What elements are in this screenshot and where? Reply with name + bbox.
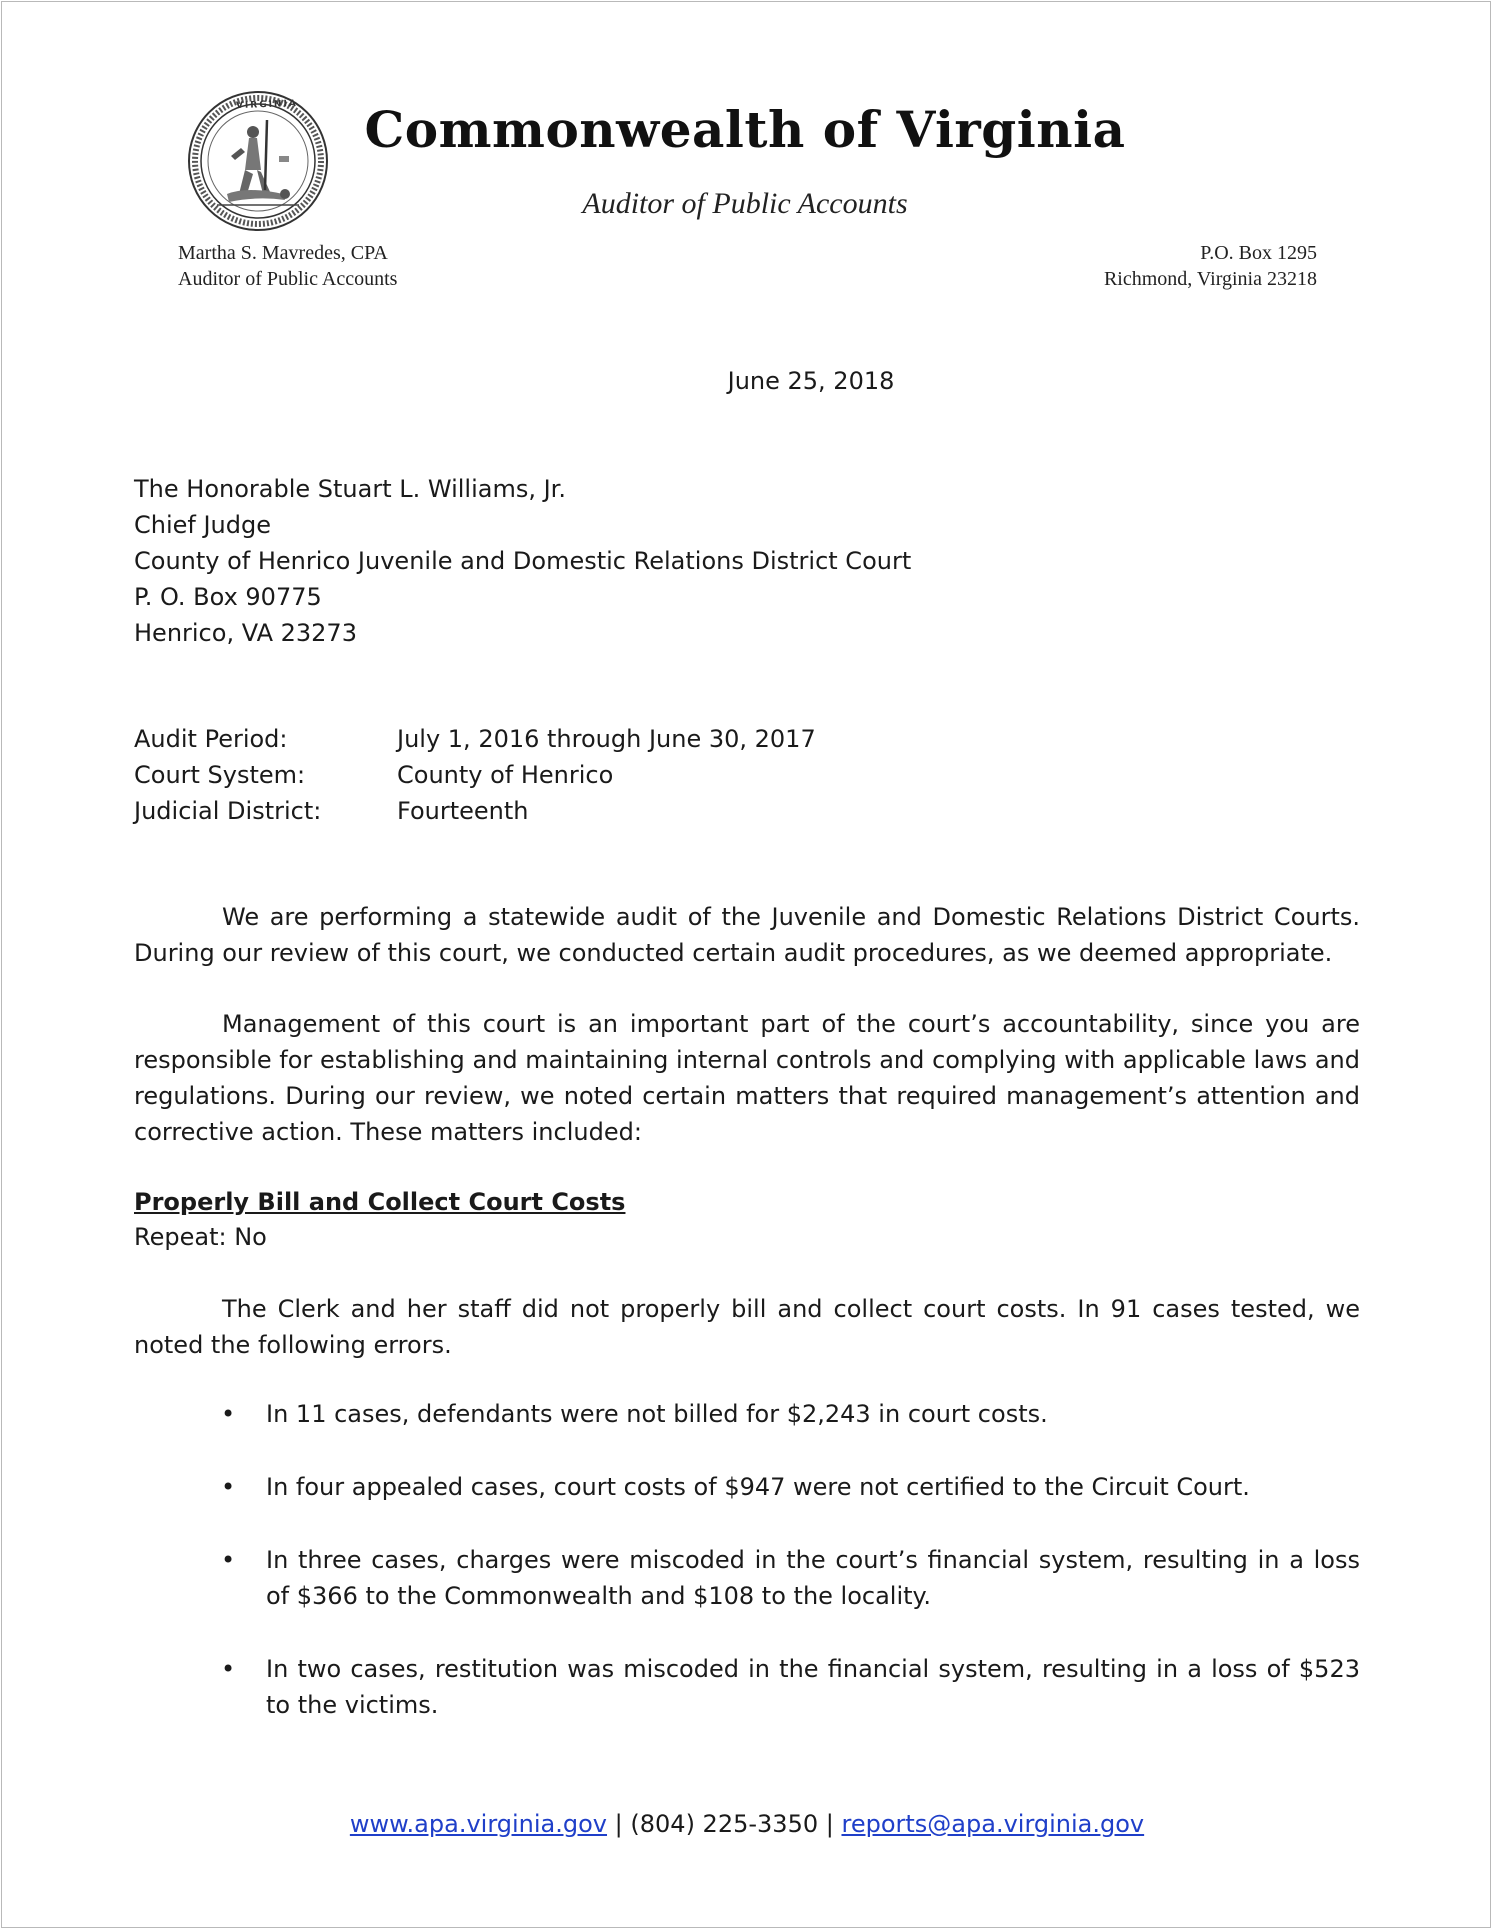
list-item <box>134 1542 1360 1614</box>
management-paragraph: Management of this court is an important part of the court’s accountability, since you are responsible for establishing and maintaining internal controls and complying with applicable laws and regulations. During our review, we noted certain matters that required management’s attention and corrective action. These matters included: <box>134 1010 1360 1146</box>
audit-info-row <box>134 757 816 793</box>
bullet-icon: • <box>221 1473 236 1501</box>
list-item-text: In two cases, restitution was miscoded in the financial system, resulting in a loss of $523 to the victims. <box>266 1655 1360 1719</box>
recipient-line: Henrico, VA 23273 <box>134 619 357 647</box>
virginia-seal-icon <box>187 90 329 232</box>
bullet-icon: • <box>221 1655 236 1683</box>
recipient-line: Chief Judge <box>134 511 272 539</box>
finding-repeat: Repeat: No <box>134 1223 267 1251</box>
po-box: P.O. Box 1295 <box>1200 242 1317 264</box>
footer <box>0 1806 1494 1842</box>
letterhead-title: Commonwealth of Virginia <box>364 100 1126 159</box>
bullet-icon: • <box>221 1400 236 1428</box>
phone-number: (804) 225-3350 <box>630 1810 819 1838</box>
office-address <box>1104 240 1317 292</box>
seal-text: VIRGINIA <box>235 98 298 112</box>
list-item <box>134 1469 1360 1505</box>
auditor-name: Martha S. Mavredes, CPA <box>178 242 388 264</box>
audit-info <box>134 721 816 829</box>
email-link[interactable]: reports@apa.virginia.gov <box>841 1810 1145 1838</box>
error-list <box>134 1396 1360 1760</box>
letter-date: June 25, 2018 <box>727 367 895 395</box>
footer-separator: | <box>614 1810 623 1838</box>
judicial-district-label: Judicial District: <box>134 797 322 825</box>
footer-separator: | <box>825 1810 834 1838</box>
auditor-title: Auditor of Public Accounts <box>178 268 398 290</box>
letterhead-subtitle: Auditor of Public Accounts <box>582 187 908 220</box>
finding-paragraph: The Clerk and her staff did not properly bill and collect court costs. In 91 cases tested, we noted the following errors. <box>134 1295 1360 1359</box>
list-item <box>134 1396 1360 1432</box>
bullet-icon: • <box>221 1546 236 1574</box>
audit-info-row <box>134 721 816 757</box>
recipient-line: The Honorable Stuart L. Williams, Jr. <box>134 475 566 503</box>
list-item-text: In three cases, charges were miscoded in the court’s financial system, resulting in a loss of $366 to the Commonwealth and $108 to the locality. <box>266 1546 1360 1610</box>
court-system-value: County of Henrico <box>397 761 614 789</box>
auditor-block <box>178 240 397 292</box>
list-item-text: In 11 cases, defendants were not billed for $2,243 in court costs. <box>266 1400 1048 1428</box>
audit-info-row <box>134 793 816 829</box>
audit-period-label: Audit Period: <box>134 725 288 753</box>
finding-title: Properly Bill and Collect Court Costs <box>134 1188 626 1216</box>
recipient-address <box>134 471 911 651</box>
recipient-line: P. O. Box 90775 <box>134 583 322 611</box>
list-item <box>134 1651 1360 1723</box>
website-link[interactable]: www.apa.virginia.gov <box>349 1810 608 1838</box>
audit-period-value: July 1, 2016 through June 30, 2017 <box>397 725 816 753</box>
list-item-text: In four appealed cases, court costs of $947 were not certified to the Circuit Court. <box>266 1473 1250 1501</box>
intro-paragraph: We are performing a statewide audit of the Juvenile and Domestic Relations District Courts. During our review of this court, we conducted certain audit procedures, as we deemed appropriate. <box>134 903 1360 967</box>
court-system-label: Court System: <box>134 761 306 789</box>
judicial-district-value: Fourteenth <box>397 797 529 825</box>
recipient-line: County of Henrico Juvenile and Domestic Relations District Court <box>134 547 912 575</box>
city-state-zip: Richmond, Virginia 23218 <box>1103 268 1317 290</box>
